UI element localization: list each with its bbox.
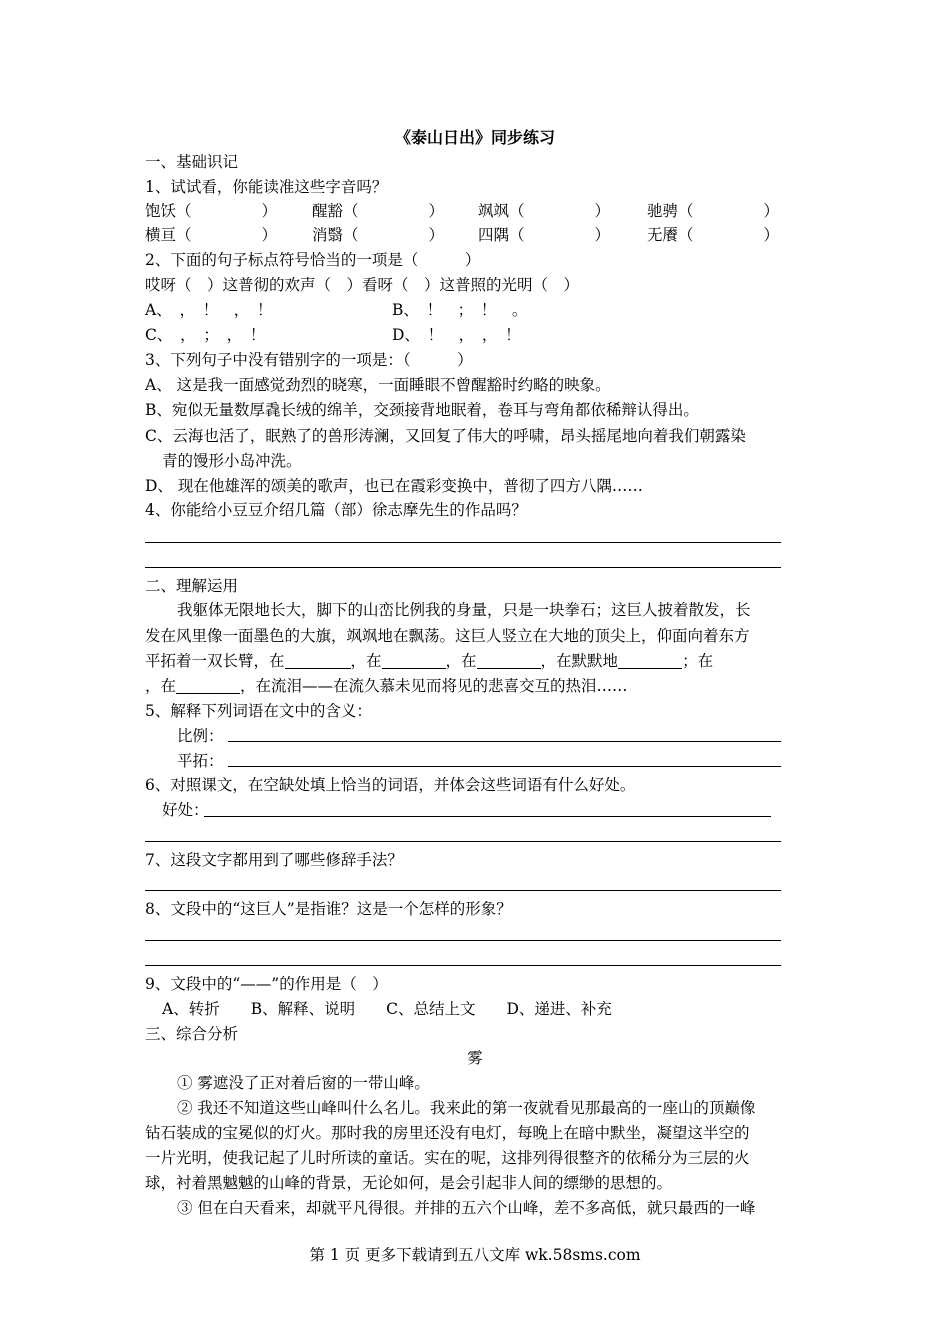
- fill-blank[interactable]: [618, 668, 682, 669]
- answer-line[interactable]: [145, 965, 781, 966]
- question-2: 2、下面的句子标点符号恰当的一项是（ ）: [145, 251, 481, 269]
- question-3: 3、下列句子中没有错别字的一项是：（ ）: [145, 351, 473, 369]
- answer-line[interactable]: [145, 567, 781, 568]
- fill-blank[interactable]: [176, 693, 240, 694]
- word-item: 飒飒（ ）: [478, 202, 611, 220]
- word-item: 消翳（ ）: [312, 226, 445, 244]
- question-9: 9、文段中的“——”的作用是（ ）: [145, 975, 388, 993]
- question-5: 5、解释下列词语在文中的含义：: [145, 702, 372, 720]
- option-a: A、 ， ！ ， ！: [145, 301, 273, 319]
- word-item: 无餍（ ）: [647, 226, 780, 244]
- answer-line[interactable]: [228, 741, 781, 742]
- benefit-label: 好处：: [162, 801, 209, 819]
- passage-line: 我躯体无限地长大，脚下的山峦比例我的身量，只是一块拳石；这巨人披着散发，长: [177, 601, 751, 619]
- page-title: 《泰山日出》同步练习: [394, 128, 555, 147]
- answer-line[interactable]: [228, 766, 781, 767]
- answer-line[interactable]: [145, 542, 781, 543]
- section-heading-1: 一、基础识记: [145, 153, 239, 171]
- question-4: 4、你能给小豆豆介绍几篇（部）徐志摩先生的作品吗？: [145, 501, 527, 519]
- option-b: B、 ！ ； ！ 。: [392, 301, 528, 319]
- word-item: 四隅（ ）: [478, 226, 611, 244]
- fill-blank[interactable]: [285, 668, 351, 669]
- term-label: 平拓：: [177, 752, 224, 770]
- word-item: 驰骋（ ）: [647, 202, 780, 220]
- fill-blank[interactable]: [382, 668, 446, 669]
- answer-line[interactable]: [145, 890, 781, 891]
- passage-line: ，在 ，在流泪——在流久慕未见而将见的悲喜交互的热泪……: [145, 677, 628, 695]
- essay-title: 雾: [467, 1049, 483, 1067]
- question-9-options: A、转折 B、解释、说明 C、总结上文 D、递进、补充: [162, 1000, 612, 1018]
- option-a: A、 这是我一面感觉劲烈的晓寒，一面睡眼不曾醒豁时约略的映象。: [145, 376, 611, 394]
- question-6: 6、对照课文，在空缺处填上恰当的词语，并体会这些词语有什么好处。: [145, 776, 636, 794]
- answer-line[interactable]: [145, 940, 781, 941]
- answer-line[interactable]: [145, 841, 781, 842]
- passage-line: 平拓着一双长臂，在 ，在 ，在 ，在默默地 ；在: [145, 652, 714, 670]
- word-item: 横亘（ ）: [145, 226, 278, 244]
- section-heading-2: 二、理解运用: [145, 577, 239, 595]
- fill-blank[interactable]: [477, 668, 541, 669]
- question-1: 1、试试看，你能读准这些字音吗？: [145, 178, 388, 196]
- word-item: 醒豁（ ）: [312, 202, 445, 220]
- answer-line[interactable]: [204, 816, 771, 817]
- option-c: C、云海也活了，眠熟了的兽形涛澜，又回复了伟大的呼啸，昂头摇尾地向着我们朝露染: [145, 427, 746, 445]
- passage-line: 发在风里像一面墨色的大旗，飒飒地在飘荡。这巨人竖立在大地的顶尖上，仰面向着东方: [145, 627, 750, 645]
- question-2-sentence: 哎呀（ ）这普彻的欢声（ ）看呀（ ）这普照的光明（ ）: [145, 276, 580, 294]
- option-d: D、 ！ ， ， ！: [392, 326, 521, 344]
- essay-line: 一片光明，使我记起了儿时所读的童话。实在的呢，这排列得很整齐的依稀分为三层的火: [145, 1149, 750, 1167]
- essay-paragraph: ③ 但在白天看来，却就平凡得很。并排的五六个山峰，差不多高低，就只最西的一峰: [177, 1199, 756, 1217]
- term-label: 比例：: [177, 727, 224, 745]
- option-d: D、 现在他雄浑的颂美的歌声，也已在霞彩变换中，普彻了四方八隅……: [145, 477, 643, 495]
- section-heading-3: 三、综合分析: [145, 1025, 239, 1043]
- word-item: 饱饫（ ）: [145, 202, 278, 220]
- option-c-continued: 青的馒形小岛冲洗。: [162, 452, 302, 470]
- essay-line: 钻石装成的宝冕似的灯火。那时我的房里还没有电灯，每晚上在暗中默坐，凝望这半空的: [145, 1124, 750, 1142]
- option-c: C、 ， ； ， ！: [145, 326, 266, 344]
- question-7: 7、这段文字都用到了哪些修辞手法？: [145, 851, 403, 869]
- essay-paragraph: ② 我还不知道这些山峰叫什么名儿。我来此的第一夜就看见那最高的一座山的顶巅像: [177, 1099, 756, 1117]
- essay-line: 球，衬着黑魆魆的山峰的背景，无论如何，是会引起非人间的缥缈的思想的。: [145, 1174, 673, 1192]
- page-footer: 第 1 页 更多下载请到五八文库 wk.58sms.com: [309, 1246, 641, 1264]
- essay-paragraph: ① 雾遮没了正对着后窗的一带山峰。: [177, 1074, 430, 1092]
- question-8: 8、文段中的“这巨人”是指谁？这是一个怎样的形象？: [145, 900, 512, 918]
- option-b: B、宛似无量数厚毳长绒的绵羊，交颈接背地眠着，卷耳与弯角都依稀辩认得出。: [145, 401, 699, 419]
